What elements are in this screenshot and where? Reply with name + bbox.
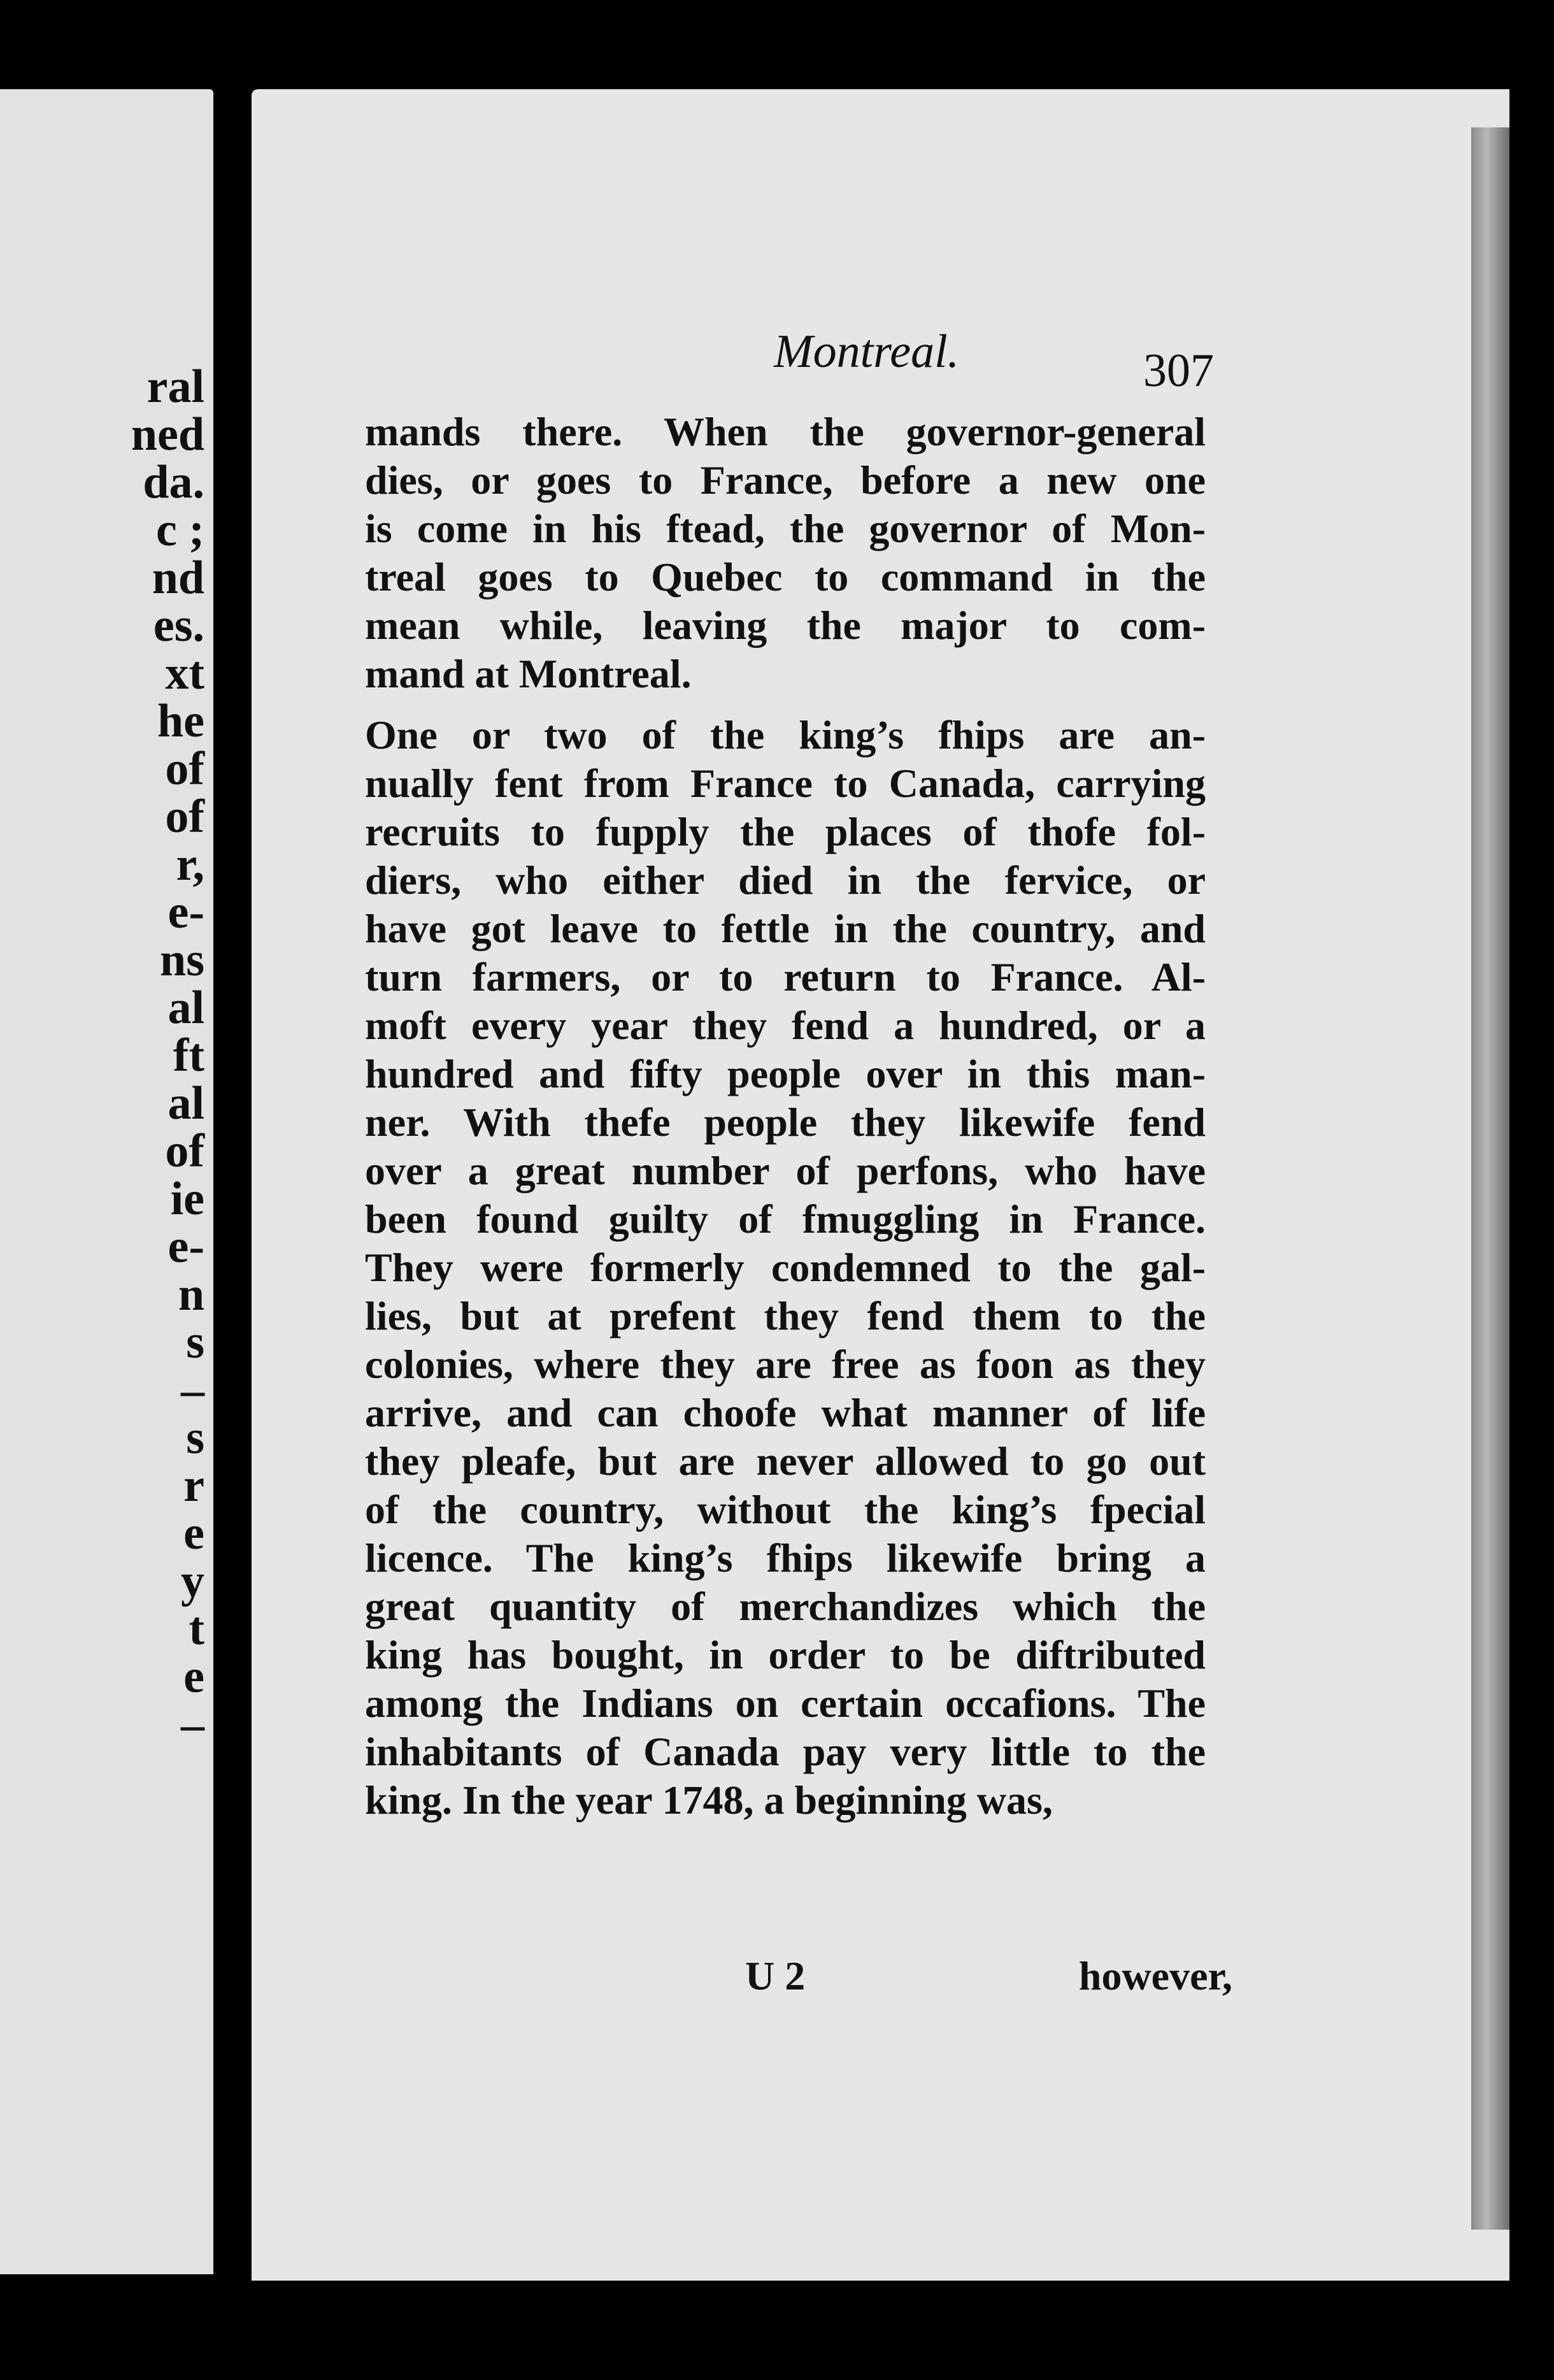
left-page-fragment: c ; (156, 504, 204, 556)
text-line: been found guilty of fmuggling in France. (365, 1196, 1206, 1242)
left-page-fragment: t (189, 1603, 204, 1655)
left-page-fragment: ns (160, 934, 204, 986)
text-line: mands there. When the governor-general (365, 409, 1206, 454)
left-page-fragment: y (181, 1555, 204, 1607)
left-page-fragment: da. (143, 456, 204, 508)
left-page-fragment: ie (170, 1173, 204, 1225)
left-page-fragment: xt (165, 647, 204, 699)
text-line: recruits to fupply the places of thofe fol- (365, 809, 1206, 854)
text-line: ner. With thefe people they likewife fend (365, 1100, 1206, 1145)
text-line: among the Indians on certain occafions. The (365, 1681, 1206, 1726)
left-page-fragment: of (165, 1125, 204, 1177)
left-page-text-fragments (128, 363, 204, 1749)
left-page-fragment: e (183, 1507, 204, 1559)
left-page-fragment: – (181, 1364, 204, 1416)
left-page-fragment: es. (153, 599, 204, 652)
text-line: colonies, where they are free as foon as they (365, 1342, 1206, 1387)
left-page-fragment: ft (173, 1029, 204, 1082)
left-page-fragment: – (181, 1698, 204, 1751)
left-page-fragment: al (168, 1077, 204, 1129)
left-page (0, 89, 213, 2274)
text-line: lies, but at prefent they fend them to the (365, 1293, 1206, 1338)
left-page-fragment: r, (176, 838, 204, 891)
text-line: They were formerly condemned to the gal- (365, 1245, 1206, 1290)
text-line: king. In the year 1748, a beginning was, (365, 1777, 1053, 1823)
text-line: great quantity of merchandizes which the (365, 1584, 1206, 1629)
text-line: licence. The king’s fhips likewife bring a (365, 1535, 1206, 1581)
left-page-fragment: al (168, 982, 204, 1034)
right-page (252, 89, 1509, 2281)
text-line: arrive, and can choofe what manner of life (365, 1390, 1206, 1435)
text-line: they pleafe, but are never allowed to go out (365, 1438, 1206, 1484)
left-page-fragment: s (186, 1316, 204, 1368)
text-line: over a great number of perfons, who have (365, 1148, 1206, 1193)
text-line: have got leave to fettle in the country, and (365, 906, 1206, 951)
text-line: hundred and fifty people over in this man- (365, 1051, 1206, 1096)
text-line: turn farmers, or to return to France. Al- (365, 954, 1206, 1000)
left-page-fragment: ned (131, 408, 204, 461)
left-page-fragment: r (183, 1459, 204, 1512)
text-line: diers, who either died in the fervice, or (365, 857, 1206, 903)
text-line: moft every year they fend a hundred, or a (365, 1003, 1206, 1048)
left-page-fragment: e- (168, 886, 204, 938)
text-line: mean while, leaving the major to com- (365, 603, 1206, 648)
left-page-fragment: n (178, 1268, 204, 1321)
body-text (365, 408, 1206, 1824)
left-page-fragment: ral (146, 361, 204, 413)
left-page-fragment: nd (152, 552, 204, 604)
paragraph (365, 711, 1206, 1824)
text-line: inhabitants of Canada pay very little to the (365, 1729, 1206, 1774)
left-page-fragment: e (183, 1651, 204, 1703)
running-head: Montreal. (774, 326, 960, 378)
text-line: nually fent from France to Canada, carrying (365, 761, 1206, 806)
left-page-fragment: s (186, 1412, 204, 1464)
text-line: of the country, without the king’s fpecial (365, 1487, 1206, 1532)
page-number: 307 (1143, 345, 1214, 397)
left-page-fragment: he (157, 695, 204, 747)
catchword: however, (1078, 1953, 1232, 1998)
text-line: mand at Montreal. (365, 651, 692, 696)
text-line: king has bought, in order to be diftributed (365, 1632, 1206, 1677)
page-edge (1471, 127, 1509, 2230)
paragraph (365, 408, 1206, 698)
signature-mark: U 2 (745, 1953, 806, 1998)
left-page-fragment: of (165, 791, 204, 843)
text-line: is come in his ftead, the governor of Mon- (365, 506, 1206, 551)
book-gutter (213, 89, 252, 2274)
text-line: One or two of the king’s fhips are an- (365, 712, 1206, 757)
left-page-fragment: of (165, 743, 204, 795)
text-line: dies, or goes to France, before a new one (365, 457, 1206, 503)
text-line: treal goes to Quebec to command in the (365, 554, 1206, 599)
left-page-fragment: e- (168, 1221, 204, 1273)
